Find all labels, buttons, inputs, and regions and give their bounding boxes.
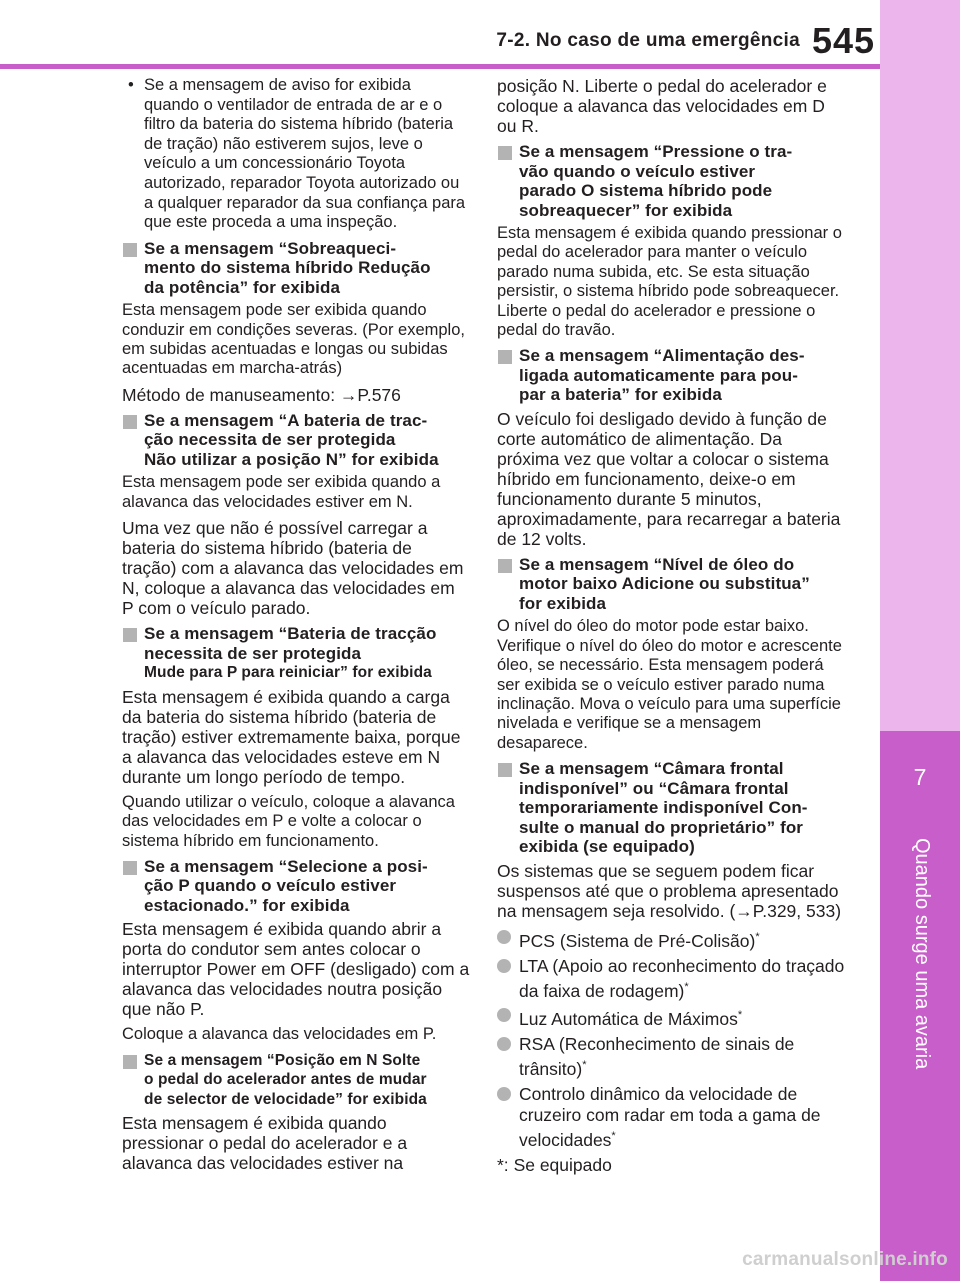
footnote xyxy=(497,1155,846,1176)
side-margin-band xyxy=(880,0,960,731)
circle-bullet-icon xyxy=(497,930,511,944)
circle-bullet-icon xyxy=(497,1008,511,1022)
watermark: carmanualsonline.info xyxy=(742,1249,948,1270)
list-item: LTA (Apoio ao reconhecimento do traçado da faixa de rodagem)* xyxy=(497,956,846,1002)
header-rule xyxy=(0,64,880,69)
circle-bullet-icon xyxy=(497,1087,511,1101)
list-item: RSA (Reconhecimento de sinais de trânsito)* xyxy=(497,1034,846,1080)
asterisk-mark: * xyxy=(611,1130,616,1143)
section-heading: Se a mensagem “A bateria de trac- ção necessita de ser protegida Não utilizar a posição N” for exibida xyxy=(122,411,470,470)
note-bullet xyxy=(122,76,470,233)
running-header-title: 7-2. No caso de uma emergência xyxy=(496,30,800,51)
section-heading: Se a mensagem “Selecione a posi- ção P quando o veículo estiver estacionado.” for exibida xyxy=(122,857,470,916)
right-column xyxy=(497,76,846,1176)
paragraph: Uma vez que não é possível carregar a bateria do sistema híbrido (bateria de tração) com a alavanca das velocidades em N, coloque a alavanca das velocidades em P com o veículo parado. xyxy=(122,518,464,619)
paragraph-reference: Método de manuseamento: →P.576 xyxy=(122,384,401,405)
square-bullet-icon xyxy=(498,350,512,364)
asterisk-mark: * xyxy=(737,1009,743,1022)
note-bullet-text: Se a mensagem de aviso for exibida quando o ventilador de entrada de ar e o filtro da bateria do sistema híbrido (bateria de tração) não estiverem sujos, leve o veículo a um concessionário Toyota autorizado, reparador Toyota autorizado ou a qualquer reparador da sua confiança para que este proceda a uma inspeção. xyxy=(144,76,466,232)
chapter-label: Quando surge uma avaria xyxy=(911,838,933,1070)
footnote-text: Se equipado xyxy=(513,1154,612,1175)
page-number: 545 xyxy=(812,20,876,61)
paragraph: Os sistemas que se seguem podem ficar suspensos até que o problema apresentado na mensagem seja resolvido. (→P.329, 533) xyxy=(497,860,842,921)
paragraph: Quando utilizar o veículo, coloque a alavanca das velocidades em P e volte a colocar o sistema híbrido em funcionamento. xyxy=(122,792,455,850)
asterisk-mark: * xyxy=(684,980,689,993)
square-bullet-icon xyxy=(123,1055,137,1069)
square-bullet-icon xyxy=(498,559,512,573)
paragraph: O veículo foi desligado devido à função de corte automático de alimentação. Da próxima vez que voltar a colocar o sistema híbrido em funcionamento, deixe-o em funcionamento durante 5 minutos, aproximadamente, para recarregar a bateria de 12 volts. xyxy=(497,408,841,549)
square-bullet-icon xyxy=(123,415,137,429)
square-bullet-icon xyxy=(123,628,137,642)
section-heading: Se a mensagem “Sobreaqueci- mento do sistema híbrido Redução da potência” for exibida xyxy=(122,239,470,298)
square-bullet-icon xyxy=(498,146,512,160)
list-item: Controlo dinâmico da velocidade de cruzeiro com radar em toda a gama de velocidades* xyxy=(497,1084,846,1151)
paragraph: Esta mensagem pode ser exibida quando conduzir em condições severas. (Por exemplo, em subidas acentuadas e longas ou subidas acentuadas em marcha-atrás) xyxy=(122,301,465,378)
left-column xyxy=(122,76,470,1179)
paragraph: Esta mensagem é exibida quando pressionar o pedal do acelerador para manter o veículo parado numa subida, etc. Se esta situação persistir, o sistema híbrido pode sobreaquecer. Liberte o pedal do acelerador e pressione o pedal do travão. xyxy=(497,224,842,340)
chapter-number: 7 xyxy=(913,764,927,790)
section-heading: Se a mensagem “Pressione o tra- vão quando o veículo estiver parado O sistema híbrido pode sobreaquecer” for exibida xyxy=(497,142,846,220)
asterisk-mark: * xyxy=(582,1059,587,1072)
square-bullet-icon xyxy=(123,243,137,257)
paragraph: Coloque a alavanca das velocidades em P. xyxy=(122,1025,437,1044)
list-item: Luz Automática de Máximos* xyxy=(497,1005,846,1030)
section-heading: Se a mensagem “Nível de óleo do motor baixo Adicione ou substitua” for exibida xyxy=(497,555,846,614)
asterisk-mark: * xyxy=(755,930,760,943)
paragraph: Esta mensagem é exibida quando pressionar o pedal do acelerador e a alavanca das velocidades estiver na xyxy=(122,1113,408,1174)
square-bullet-icon xyxy=(498,763,512,777)
list-item: PCS (Sistema de Pré-Colisão)* xyxy=(497,927,846,952)
circle-bullet-icon xyxy=(497,959,511,973)
footnote-mark: *: xyxy=(497,1154,509,1175)
square-bullet-icon xyxy=(123,861,137,875)
circle-bullet-icon xyxy=(497,1037,511,1051)
paragraph-continuation: posição N. Liberte o pedal do acelerador e coloque a alavanca das velocidades em D ou R. xyxy=(497,76,827,136)
section-heading: Se a mensagem “Posição em N Solte o pedal do acelerador antes de mudar de selector de velocidade” for exibida xyxy=(122,1051,470,1110)
section-heading: Se a mensagem “Bateria de tracção necessita de ser protegida Mude para P para reiniciar” for exibida xyxy=(122,624,470,683)
paragraph: O nível do óleo do motor pode estar baixo. Verifique o nível do óleo do motor e acrescente óleo, se necessário. Esta mensagem poderá ser exibida se o veículo estiver parado numa inclinação. Mova o veículo para uma superfície nivelada e verifique se a mensagem desaparece. xyxy=(497,617,842,752)
bullet-dot: • xyxy=(128,76,134,94)
paragraph: Esta mensagem pode ser exibida quando a alavanca das velocidades estiver em N. xyxy=(122,473,441,511)
section-heading: Se a mensagem “Alimentação des- ligada automaticamente para pou- par a bateria” for exibida xyxy=(497,346,846,405)
paragraph: Esta mensagem é exibida quando abrir a porta do condutor sem antes colocar o interruptor Power em OFF (desligado) com a alavanca das velocidades noutra posição que não P. xyxy=(122,919,470,1020)
paragraph: Esta mensagem é exibida quando a carga da bateria do sistema híbrido (bateria de tração) estiver extremamente baixa, porque a alavanca das velocidades esteve em N durante um longo período de tempo. xyxy=(122,686,461,787)
section-heading: Se a mensagem “Câmara frontal indisponível” ou “Câmara frontal temporariamente indisponível Con- sulte o manual do proprietário” for exibida (se equipado) xyxy=(497,759,846,857)
